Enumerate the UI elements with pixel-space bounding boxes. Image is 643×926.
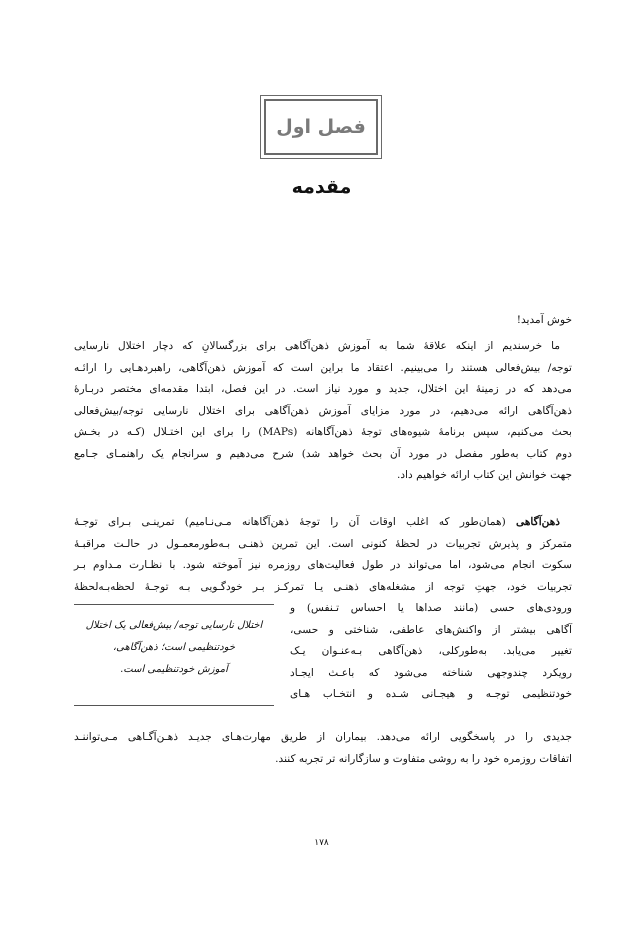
paragraph-line: می‌دهد که در زمینهٔ این اختلال، جدید و مورد نیاز است. در این فصل، ابتدا مقدمه‌ای مختصر دربـارهٔ [74, 383, 572, 395]
paragraph-line: تجربیات خود، جهتِ توجه از مشغله‌های ذهنـی یـا تمرکـز بـر خودگـویی بـه توجـهٔ لحظه‌بـه‌لحظهٔ [74, 580, 572, 593]
greeting: خوش آمدید! [516, 314, 572, 326]
paragraph-line: بحث می‌کنیم، سپس برنامهٔ شیوه‌های توجهٔ ذهن‌آگاهانه (MAPs) را برای این اختـلال (کـه در بخـش [74, 426, 572, 438]
paragraph-line: جهت خوانش این کتاب ارائه خواهیم داد. [396, 469, 572, 481]
paragraph-line: دوم کتاب به‌طور مفصل در مورد آن بحث خواهد شد) شرح می‌دهیم و سرانجام یک راهنمـای جـامع [74, 447, 572, 460]
pull-quote-box [74, 604, 274, 706]
paragraph-line: آگاهی بیشتر از واکنش‌های عاطفی، شناختی و حسی، [290, 623, 572, 636]
paragraph-narrow-block [290, 598, 572, 706]
page-number: ۱۷۸ [314, 838, 329, 848]
paragraph-line: رویکرد چندوجهی شناخته می‌شود که باعـث ایجـاد [290, 666, 572, 679]
chapter-label-box [264, 99, 378, 155]
paragraph-line: ما خرسندیم از اینکه علاقهٔ شما به آموزش ذهن‌آگاهی برای بزرگسالانِ که دچار اختلال نارسایی [74, 340, 560, 352]
paragraph-mindfulness-end [74, 727, 572, 770]
paragraph-intro [74, 336, 572, 487]
pull-quote-line: خودتنظیمی است؛ ذهن‌آگاهی، [112, 642, 236, 653]
paragraph-line: ورودی‌های حسی (مانند صداها یا احساس تـنفس) و [290, 602, 572, 614]
paragraph-mindfulness [74, 512, 572, 598]
chapter-label: فصل اول [276, 116, 366, 138]
paragraph-line-text: (همان‌طور که اغلب اوقات آن را توجهٔ ذهن‌آگاهانه مـی‌نـامیم) تمرینـی بـرای توجـهٔ [74, 516, 516, 528]
key-term: ذهن‌آگاهی [516, 516, 560, 528]
pull-quote-line: آموزش خودتنظیمی است. [120, 664, 228, 675]
paragraph-line: جدیدی را در پاسخگویی ارائه می‌دهد. بیماران از طریق مهارت‌هـای جدیـد ذهـن‌آگـاهی مـی‌تواننـد [74, 731, 572, 743]
paragraph-line: توجه/ بیش‌فعالی هستند را می‌بینیم. اعتقاد ما براین است که آموزش ذهن‌آگاهی، راهبردهـایی را ارائـه [74, 361, 572, 374]
paragraph-line: ذهن‌آگاهی ارائه می‌دهیم، در مورد مزایای آموزش ذهن‌آگاهی برای اختلال نارسایی توجه/بیش‌فعالی [74, 404, 572, 417]
paragraph-line: متمرکز و پذیرش تجربیات در لحظهٔ کنونی است. این تمرین ذهنـی بـه‌طورمعمـول در حالـت مراقبـهٔ [74, 537, 572, 550]
chapter-title: مقدمه [291, 176, 352, 198]
pull-quote-line: اختلال نارسایی توجه/ بیش‌فعالی یک اختلال [85, 620, 263, 631]
paragraph-line: سکوت انجام می‌شود، اما می‌تواند در طول فعالیت‌های روزمره نیز آموخته شود. با نظـارت مـداوم بـر [74, 559, 572, 571]
paragraph-line: اتفاقات روزمره خود را به روشی متفاوت و سازگارانه تر تجربه کنند. [275, 752, 572, 765]
paragraph-line: تغییر می‌یابد. به‌طورکلی، ذهن‌آگاهی بـه‌عنـوان یـک [290, 645, 572, 657]
paragraph-line: خودتنظیمی توجـه و هیجـانی شـده و انتخـاب هـای [290, 688, 572, 700]
paragraph-line [74, 512, 572, 534]
